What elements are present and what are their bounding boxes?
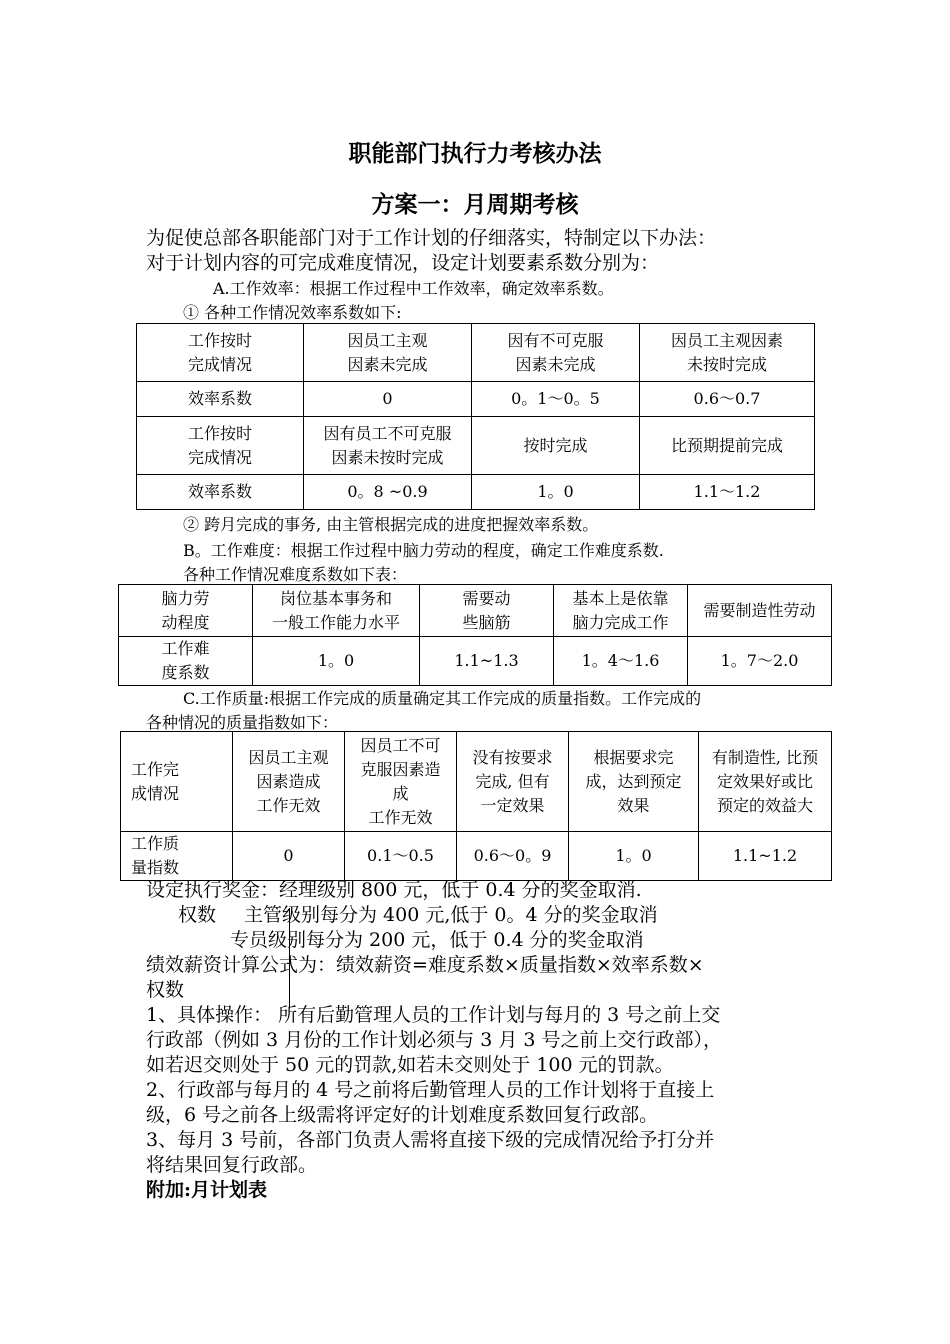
bonus-line-3: 专员级别每分为 200 元，低于 0.4 分的奖金取消 [230, 929, 644, 951]
table-cell: 0.1～0.5 [345, 832, 457, 881]
table-row [137, 475, 815, 510]
ops-line-7: 将结果回复行政部。 [146, 1154, 318, 1176]
ops-line-1: 1、具体操作： 所有后勤管理人员的工作计划与每月的 3 号之前上交 [146, 1004, 721, 1026]
table-cell: 因有不可克服 因素未完成 [472, 324, 640, 382]
table-cell: 岗位基本事务和 一般工作能力水平 [253, 585, 420, 637]
table-cell: 1。4～1.6 [554, 637, 688, 686]
table-cell: 1。7～2.0 [688, 637, 832, 686]
table-cell: 因员工主观因素 未按时完成 [640, 324, 815, 382]
table-cell: 没有按要求 完成, 但有 一定效果 [457, 732, 569, 832]
table-cell: 效率系数 [137, 475, 304, 510]
ops-line-6: 3、每月 3 号前，各部门负责人需将直接下级的完成情况给予打分并 [146, 1129, 715, 1151]
formula-line-2: 权数 [146, 979, 185, 1001]
table-cell: 1.1~1.3 [420, 637, 554, 686]
intro-line-1: 为促使总部各职能部门对于工作计划的仔细落实，特制定以下办法： [146, 227, 717, 249]
section-c-heading: C.工作质量:根据工作完成的质量确定其工作完成的质量指数。工作完成的 [183, 689, 702, 708]
table-row [121, 832, 832, 881]
table-cell: 工作质 量指数 [121, 832, 233, 881]
quality-table [120, 731, 832, 881]
table-cell: 1.1~1.2 [699, 832, 832, 881]
section-a-sub2: ② 跨月完成的事务, 由主管根据完成的进度把握效率系数。 [183, 515, 599, 534]
table-cell: 工作按时 完成情况 [137, 324, 304, 382]
table-cell: 比预期提前完成 [640, 417, 815, 475]
intro-line-2: 对于计划内容的可完成难度情况，设定计划要素系数分别为： [146, 252, 660, 274]
table-row [121, 732, 832, 832]
appendix-label: 附加:月计划表 [146, 1179, 268, 1201]
table-cell: 1.1～1.2 [640, 475, 815, 510]
table-cell: 需要动 些脑筋 [420, 585, 554, 637]
section-b-heading: B。工作难度：根据工作过程中脑力劳动的程度，确定工作难度系数. [183, 541, 664, 560]
difficulty-table [118, 584, 832, 686]
table-cell: 按时完成 [472, 417, 640, 475]
table-cell: 工作难 度系数 [119, 637, 253, 686]
table-row [137, 417, 815, 475]
document-subtitle: 方案一：月周期考核 [371, 191, 579, 218]
section-b-sub: 各种工作情况难度系数如下表： [183, 565, 408, 584]
section-a-sub1: ① 各种工作情况效率系数如下: [183, 303, 402, 322]
table-cell: 0。8 ~0.9 [304, 475, 472, 510]
ops-line-2: 行政部（例如 3 月份的工作计划必须与 3 月 3 号之前上交行政部）， [146, 1029, 723, 1051]
ops-line-4: 2、行政部与每月的 4 号之前将后勤管理人员的工作计划将于直接上 [146, 1079, 715, 1101]
table-cell: 1。0 [472, 475, 640, 510]
bonus-line-1: 设定执行奖金：经理级别 800 元，低于 0.4 分的奖金取消. [146, 879, 642, 901]
ops-line-5: 级，6 号之前各上级需将评定好的计划难度系数回复行政部。 [146, 1104, 659, 1126]
table-cell: 1。0 [569, 832, 699, 881]
table-cell: 因员工主观 因素造成 工作无效 [233, 732, 345, 832]
table-row [137, 382, 815, 417]
section-a-heading: A.工作效率：根据工作过程中工作效率，确定效率系数。 [213, 279, 614, 298]
table-cell: 工作完 成情况 [121, 732, 233, 832]
table-cell: 工作按时 完成情况 [137, 417, 304, 475]
efficiency-table [136, 323, 815, 510]
table-cell: 需要制造性劳动 [688, 585, 832, 637]
table-cell: 有制造性, 比预 定效果好或比 预定的效益大 [699, 732, 832, 832]
table-row [137, 324, 815, 382]
table-cell: 基本上是依靠 脑力完成工作 [554, 585, 688, 637]
table-cell: 1。0 [253, 637, 420, 686]
table-row [119, 585, 832, 637]
table-cell: 0。1～0。5 [472, 382, 640, 417]
document-title: 职能部门执行力考核办法 [348, 140, 602, 167]
table-cell: 脑力劳 动程度 [119, 585, 253, 637]
table-cell: 效率系数 [137, 382, 304, 417]
table-row [119, 637, 832, 686]
table-cell: 因员工主观 因素未完成 [304, 324, 472, 382]
ops-line-3: 如若迟交则处于 50 元的罚款,如若未交则处于 100 元的罚款。 [146, 1054, 674, 1076]
table-cell: 根据要求完 成，达到预定 效果 [569, 732, 699, 832]
section-c-heading-2: 各种情况的质量指数如下： [146, 713, 339, 732]
formula-line-1: 绩效薪资计算公式为：绩效薪资=难度系数×质量指数×效率系数× [146, 954, 704, 976]
table-cell: 0 [304, 382, 472, 417]
bonus-line-2: 主管级别每分为 400 元,低于 0。4 分的奖金取消 [244, 904, 658, 926]
table-cell: 因员工不可 克服因素造 成 工作无效 [345, 732, 457, 832]
table-cell: 因有员工不可克服 因素未按时完成 [304, 417, 472, 475]
table-cell: 0.6～0。9 [457, 832, 569, 881]
table-cell: 0.6～0.7 [640, 382, 815, 417]
weight-label: 权数 [178, 904, 217, 926]
table-cell: 0 [233, 832, 345, 881]
